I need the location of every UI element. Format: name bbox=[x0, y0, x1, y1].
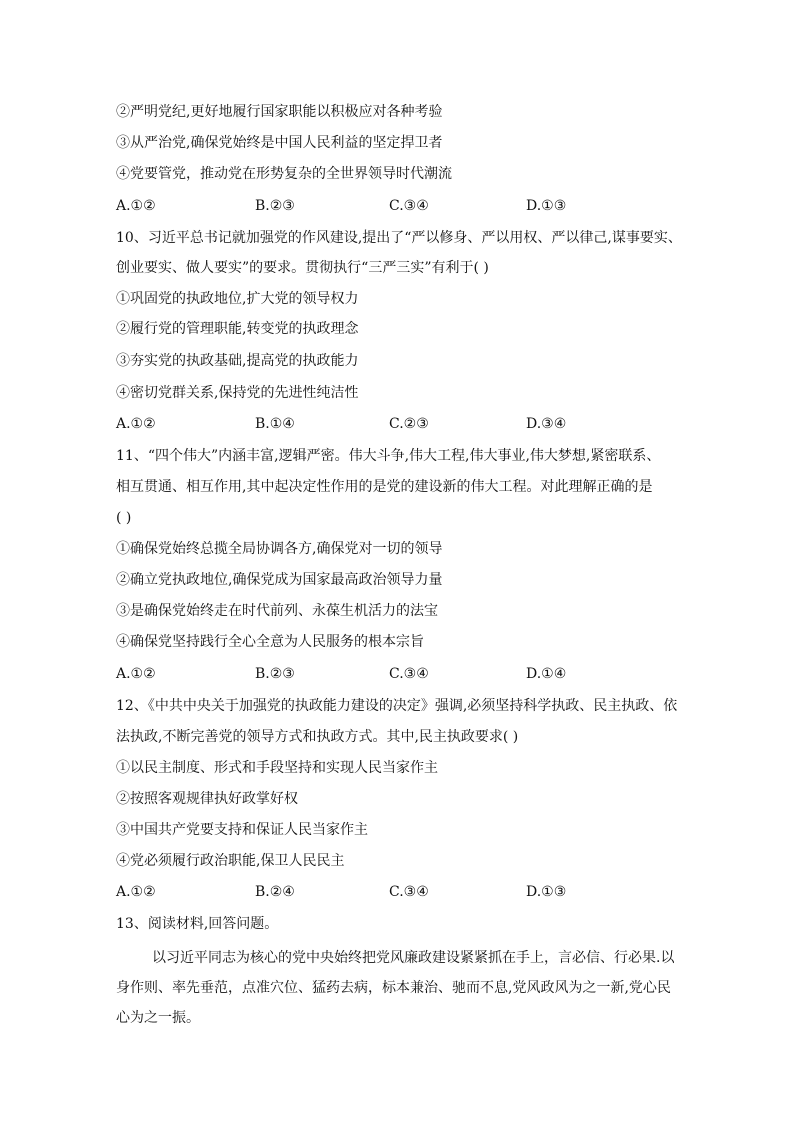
q12-item-1: ①以民主制度、形式和手段坚持和实现人民当家作主 bbox=[116, 760, 438, 776]
q10-option-c: C.②③ bbox=[389, 416, 429, 432]
q9-item-2: ②严明党纪,更好地履行国家职能以积极应对各种考验 bbox=[116, 104, 443, 120]
q12-item-2: ②按照客观规律执好政掌好权 bbox=[116, 791, 298, 807]
q9-option-c: C.③④ bbox=[389, 198, 429, 214]
q11-option-b: B.②③ bbox=[255, 666, 295, 682]
q11-stem-line1: 11、“四个伟大”内涵丰富,逻辑严密。伟大斗争,伟大工程,伟大事业,伟大梦想,紧密联系、 bbox=[116, 448, 661, 464]
q10-item-2: ②履行党的管理职能,转变党的执政理念 bbox=[116, 321, 359, 337]
q9-option-d: D.①③ bbox=[526, 198, 567, 214]
q12-options bbox=[116, 882, 676, 902]
q9-item-4: ④党要管党，推动党在形势复杂的全世界领导时代潮流 bbox=[116, 166, 452, 182]
q10-item-4: ④密切党群关系,保持党的先进性纯洁性 bbox=[116, 385, 359, 401]
q12-option-c: C.③④ bbox=[389, 884, 429, 900]
q11-item-3: ③是确保党始终走在时代前列、永葆生机活力的法宝 bbox=[116, 603, 438, 619]
q10-stem-line1: 10、习近平总书记就加强党的作风建设,提出了“严以修身、严以用权、严以律己,谋事要实、 bbox=[116, 230, 682, 246]
q12-stem-line1: 12、《中共中央关于加强党的执政能力建设的决定》强调,必须坚持科学执政、民主执政、依 bbox=[116, 698, 678, 714]
q9-option-b: B.②③ bbox=[255, 198, 295, 214]
q10-option-b: B.①④ bbox=[255, 416, 295, 432]
q12-option-a: A.①② bbox=[116, 884, 156, 900]
q10-option-d: D.③④ bbox=[526, 416, 567, 432]
q9-item-3: ③从严治党,确保党始终是中国人民利益的坚定捍卫者 bbox=[116, 135, 443, 151]
q11-stem-line2: 相互贯通、相互作用,其中起决定性作用的是党的建设新的伟大工程。对此理解正确的是 bbox=[116, 479, 653, 495]
q11-option-c: C.③④ bbox=[389, 666, 429, 682]
q11-option-d: D.①④ bbox=[526, 666, 567, 682]
q11-item-4: ④确保党坚持践行全心全意为人民服务的根本宗旨 bbox=[116, 634, 424, 650]
q11-options bbox=[116, 664, 676, 684]
q13-stem: 13、阅读材料,回答问题。 bbox=[116, 916, 279, 932]
q11-item-2: ②确立党执政地位,确保党成为国家最高政治领导力量 bbox=[116, 572, 443, 588]
q9-option-a: A.①② bbox=[116, 198, 156, 214]
q12-item-3: ③中国共产党要支持和保证人民当家作主 bbox=[116, 822, 368, 838]
q12-stem-line2: 法执政,不断完善党的领导方式和执政方式。其中,民主执政要求( ) bbox=[116, 729, 519, 745]
q10-option-a: A.①② bbox=[116, 416, 156, 432]
q12-item-4: ④党必须履行政治职能,保卫人民民主 bbox=[116, 853, 345, 869]
q11-stem-line3: ( ) bbox=[116, 510, 132, 526]
q10-item-3: ③夯实党的执政基础,提高党的执政能力 bbox=[116, 353, 359, 369]
q11-option-a: A.①② bbox=[116, 666, 156, 682]
q13-material: 以习近平同志为核心的党中央始终把党风廉政建设紧紧抓在手上，言必信、行必果.以身作则、率先垂范，点准穴位、猛药去病，标本兼治、驰而不息,党风政风为之一新,党心民心为之一振。 bbox=[116, 950, 675, 1026]
q12-option-b: B.②④ bbox=[255, 884, 295, 900]
q10-item-1: ①巩固党的执政地位,扩大党的领导权力 bbox=[116, 291, 359, 307]
q11-item-1: ①确保党始终总揽全局协调各方,确保党对一切的领导 bbox=[116, 541, 443, 557]
q12-option-d: D.①③ bbox=[526, 884, 567, 900]
q10-stem-line2: 创业要实、做人要实”的要求。贯彻执行“三严三实”有利于( ) bbox=[116, 260, 489, 276]
q9-options bbox=[116, 196, 676, 216]
q10-options bbox=[116, 414, 676, 434]
